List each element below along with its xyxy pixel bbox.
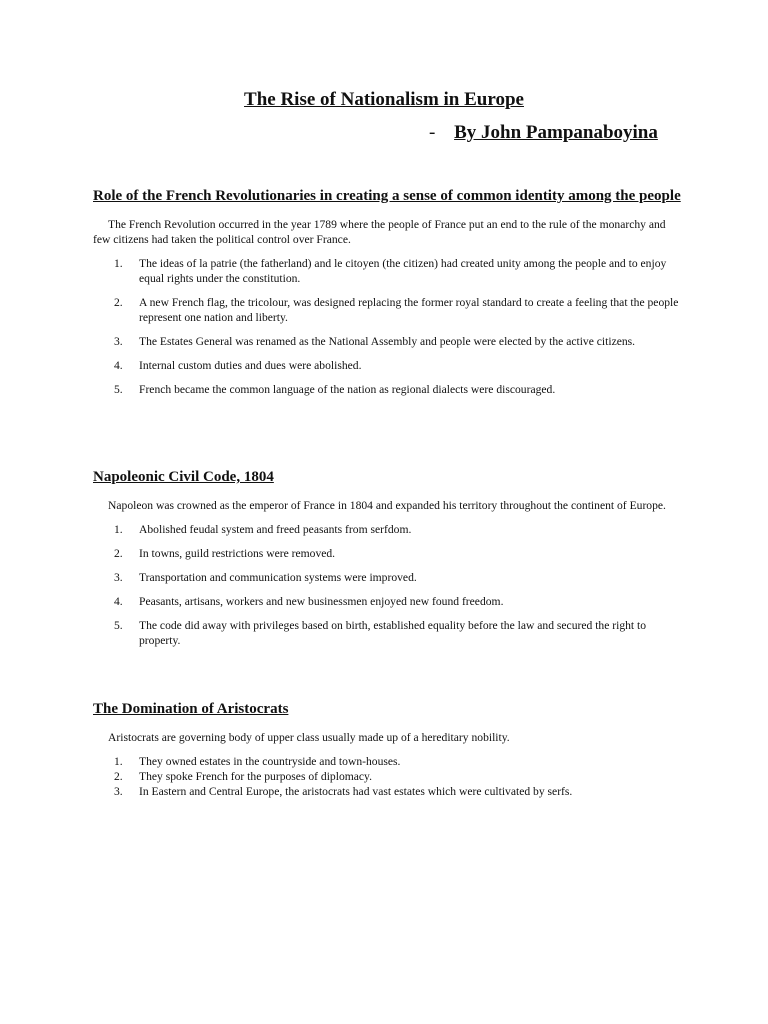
list-item-number: 5. — [114, 619, 123, 632]
list-item — [93, 570, 683, 585]
list-item-text: The Estates General was renamed as the National Assembly and people were elected by the active citizens. — [139, 335, 636, 348]
list-item-number: 1. — [114, 755, 123, 768]
list-item — [93, 594, 683, 609]
list-item — [93, 754, 683, 769]
list-item — [93, 295, 683, 325]
list-item — [93, 334, 683, 349]
section-napoleonic-code — [93, 468, 683, 657]
list-item-text: French became the common language of the nation as regional dialects were discouraged. — [139, 383, 556, 396]
section-heading: Role of the French Revolutionaries in creating a sense of common identity among the people — [93, 188, 681, 204]
numbered-list — [93, 256, 683, 397]
list-item — [93, 358, 683, 373]
document-title: The Rise of Nationalism in Europe — [244, 89, 524, 110]
list-item — [93, 618, 683, 648]
numbered-list — [93, 522, 683, 648]
list-item-text: The ideas of la patrie (the fatherland) and le citoyen (the citizen) had created unity among the people and to enjoy equal rights under the constitution. — [139, 257, 667, 285]
list-item-text: In Eastern and Central Europe, the aristocrats had vast estates which were cultivated by serfs. — [139, 785, 573, 798]
list-item-number: 1. — [114, 257, 123, 270]
section-intro-text: Napoleon was crowned as the emperor of France in 1804 and expanded his territory throughout the continent of Europe. — [108, 499, 666, 512]
list-item-number: 2. — [114, 547, 123, 560]
list-item-number: 3. — [114, 785, 123, 798]
list-item-number: 3. — [114, 335, 123, 348]
author-line — [429, 121, 658, 145]
section-intro — [93, 730, 683, 745]
list-item-number: 4. — [114, 359, 123, 372]
section-heading: The Domination of Aristocrats — [93, 701, 289, 717]
section-intro — [93, 498, 683, 513]
section-intro — [93, 217, 683, 247]
list-item-number: 2. — [114, 770, 123, 783]
document-title-container — [0, 88, 768, 112]
section-french-revolutionaries — [93, 187, 683, 406]
list-item-text: Abolished feudal system and freed peasants from serfdom. — [139, 523, 412, 536]
section-intro-text: The French Revolution occurred in the year 1789 where the people of France put an end to the rule of the monarchy and few citizens had taken the political control over France. — [93, 218, 666, 246]
list-item — [93, 382, 683, 397]
list-item — [93, 256, 683, 286]
section-intro-text: Aristocrats are governing body of upper class usually made up of a hereditary nobility. — [108, 731, 510, 744]
section-aristocrats — [93, 700, 683, 799]
numbered-list — [93, 754, 683, 799]
list-item-text: A new French flag, the tricolour, was designed replacing the former royal standard to create a feeling that the people represent one nation and liberty. — [139, 296, 679, 324]
author-dash: - — [429, 122, 436, 143]
list-item-text: They owned estates in the countryside and town-houses. — [139, 755, 401, 768]
list-item-text: They spoke French for the purposes of diplomacy. — [139, 770, 372, 783]
author-name: By John Pampanaboyina — [454, 122, 658, 143]
list-item-number: 1. — [114, 523, 123, 536]
list-item-number: 5. — [114, 383, 123, 396]
list-item-text: Transportation and communication systems were improved. — [139, 571, 417, 584]
list-item — [93, 522, 683, 537]
list-item-text: Internal custom duties and dues were abolished. — [139, 359, 362, 372]
list-item-number: 4. — [114, 595, 123, 608]
list-item-number: 2. — [114, 296, 123, 309]
section-heading: Napoleonic Civil Code, 1804 — [93, 469, 274, 485]
list-item — [93, 769, 683, 784]
list-item-number: 3. — [114, 571, 123, 584]
list-item — [93, 546, 683, 561]
list-item-text: Peasants, artisans, workers and new businessmen enjoyed new found freedom. — [139, 595, 504, 608]
list-item-text: In towns, guild restrictions were removed. — [139, 547, 336, 560]
list-item — [93, 784, 683, 799]
list-item-text: The code did away with privileges based on birth, established equality before the law and secured the right to property. — [139, 619, 647, 647]
